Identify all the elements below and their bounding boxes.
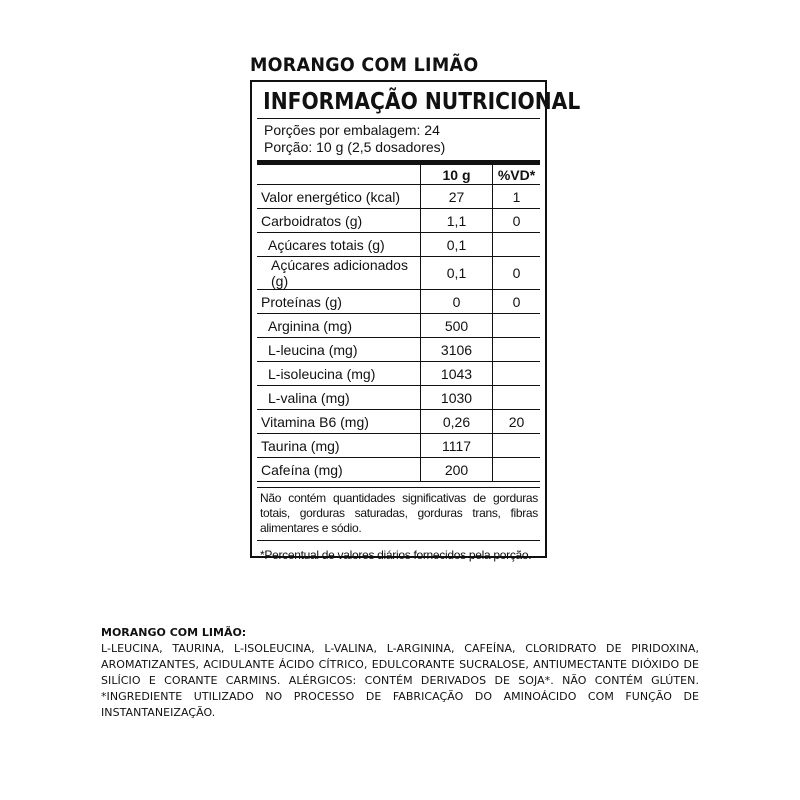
table-row <box>257 257 540 290</box>
nutrient-name: Valor energético (kcal) <box>257 185 421 209</box>
nutrient-daily-value <box>493 386 541 410</box>
nutrient-amount: 0,1 <box>421 257 493 290</box>
nutrient-daily-value <box>493 314 541 338</box>
nutrient-daily-value <box>493 362 541 386</box>
nutrient-amount: 0,26 <box>421 410 493 434</box>
nutrient-daily-value: 0 <box>493 209 541 233</box>
title-divider <box>257 118 540 119</box>
table-row <box>257 362 540 386</box>
header-daily-value: %VD* <box>493 165 541 185</box>
nutrient-name: Taurina (mg) <box>257 434 421 458</box>
daily-value-footnote: *Percentual de valores diários fornecidos pela porção. <box>260 548 532 562</box>
serving-info <box>257 122 540 156</box>
serving-size: Porção: 10 g (2,5 dosadores) <box>264 139 446 155</box>
nutrient-name: Arginina (mg) <box>257 314 421 338</box>
nutrition-facts-panel <box>250 80 581 562</box>
nutrient-daily-value <box>493 434 541 458</box>
nutrient-name: Açúcares totais (g) <box>257 233 421 257</box>
table-row <box>257 386 540 410</box>
nutrient-daily-value: 0 <box>493 290 541 314</box>
header-blank-cell <box>257 165 421 185</box>
table-row <box>257 233 540 257</box>
nutrient-name: Proteínas (g) <box>257 290 421 314</box>
nutrient-daily-value <box>493 338 541 362</box>
nutrient-amount: 1,1 <box>421 209 493 233</box>
nutrient-daily-value: 1 <box>493 185 541 209</box>
table-header-row <box>257 165 540 185</box>
ingredients-title: MORANGO COM LIMÃO: <box>101 626 247 639</box>
nutrient-name: L-isoleucina (mg) <box>257 362 421 386</box>
nutrient-amount: 1117 <box>421 434 493 458</box>
flavor-title: MORANGO COM LIMÃO <box>250 54 479 76</box>
table-row <box>257 410 540 434</box>
nutrient-name: Vitamina B6 (mg) <box>257 410 421 434</box>
nutrient-daily-value: 20 <box>493 410 541 434</box>
ingredients-text: L-LEUCINA, TAURINA, L-ISOLEUCINA, L-VALINA, L-ARGININA, CAFEÍNA, CLORIDRATO DE PIRIDOXINA, AROMATIZANTES, ACIDULANTE ÁCIDO CÍTRICO, EDULCORANTE SUCRALOSE, ANTIUMECTANTE DIÓXIDO DE SILÍCIO E CORANTE CARMINS. ALÉRGICOS: CONTÉM DERIVADOS DE SOJA*. NÃO CONTÉM GLÚTEN. *INGREDIENTE UTILIZADO NO PROCESSO DE FABRICAÇÃO DO AMINOÁCIDO COM FUNÇÃO DE INSTANTANEIZAÇÃO. <box>101 642 699 719</box>
table-row <box>257 209 540 233</box>
nutrient-name: Açúcares adicionados (g) <box>257 257 421 290</box>
ingredients-section <box>101 625 699 721</box>
nutrient-name: Cafeína (mg) <box>257 458 421 482</box>
nutrient-daily-value <box>493 458 541 482</box>
nutrient-name: L-valina (mg) <box>257 386 421 410</box>
nutrient-name: L-leucina (mg) <box>257 338 421 362</box>
header-amount: 10 g <box>421 165 493 185</box>
nutrient-daily-value <box>493 233 541 257</box>
nutrient-daily-value: 0 <box>493 257 541 290</box>
servings-per-package: Porções por embalagem: 24 <box>264 122 440 138</box>
nutrient-amount: 27 <box>421 185 493 209</box>
table-row <box>257 338 540 362</box>
table-row <box>257 434 540 458</box>
nutrient-amount: 1043 <box>421 362 493 386</box>
nutrient-amount: 200 <box>421 458 493 482</box>
nutrition-title: INFORMAÇÃO NUTRICIONAL <box>263 89 581 115</box>
nutrient-name: Carboidratos (g) <box>257 209 421 233</box>
nutrient-amount: 0,1 <box>421 233 493 257</box>
nutrient-amount: 500 <box>421 314 493 338</box>
nutrient-note: Não contém quantidades significativas de gorduras totais, gorduras saturadas, gorduras trans, fibras alimentares e sódio. <box>260 491 538 535</box>
table-row <box>257 185 540 209</box>
nutrient-amount: 1030 <box>421 386 493 410</box>
table-row <box>257 458 540 482</box>
table-row <box>257 290 540 314</box>
nutrient-amount: 3106 <box>421 338 493 362</box>
nutrition-table <box>257 165 540 482</box>
table-row <box>257 314 540 338</box>
nutrient-amount: 0 <box>421 290 493 314</box>
